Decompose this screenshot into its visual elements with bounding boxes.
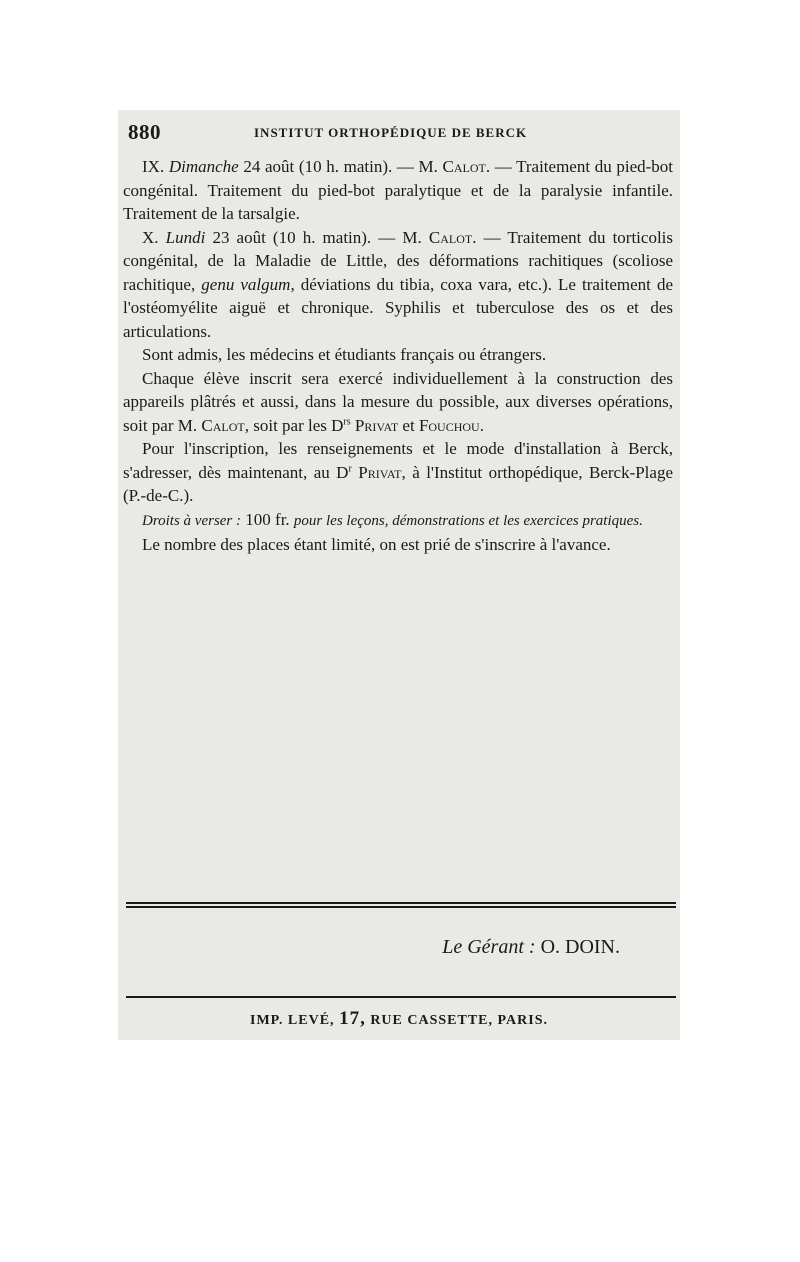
fees-amount: 100 fr.	[245, 509, 290, 529]
fees-label: Droits à verser :	[142, 512, 242, 529]
lesson-ix	[123, 155, 673, 226]
text-run: , à l'Institut orthopédique, Berck-Plage (P.-de-C.).	[123, 462, 673, 505]
paragraph-places: Le nombre des places étant limité, on est prié de s'inscrire à l'avance.	[142, 535, 611, 554]
imprint-printer: IMP. LEVÉ,	[250, 1013, 335, 1028]
name-fouchou: Fouchou	[418, 415, 480, 435]
text-run: Chaque élève inscrit sera exercé individuellement à la construction des appareils plâtrés et aussi, dans la mesure du possible, aux diverses opérations, soit par M.	[123, 368, 673, 435]
name-calot: Calot	[201, 415, 245, 435]
running-title: INSTITUT ORTHOPÉDIQUE DE BERCK	[254, 125, 528, 140]
lesson-day: Lundi	[165, 227, 206, 247]
lesson-description: . — Traitement du pied-bot congénital. Traitement du pied-bot paralytique et de la paralysie infantile. Traitement de la tarsalgie.	[123, 157, 673, 223]
fees-description: pour les leçons, démonstrations et les exercices pratiques.	[293, 512, 643, 529]
paragraph-training	[123, 367, 673, 438]
paragraph-inscription	[123, 437, 673, 508]
lesson-teacher: Calot	[428, 227, 473, 247]
gerant-name: O. DOIN.	[540, 936, 620, 958]
body-text	[123, 155, 673, 557]
imprint-address: RUE CASSETTE, PARIS.	[370, 1013, 548, 1028]
book-page	[118, 110, 680, 1040]
imprint-number: 17,	[339, 1008, 366, 1029]
printer-imprint	[118, 1008, 680, 1030]
lesson-term-genu-valgum: genu valgum	[201, 274, 291, 294]
name-privat: Privat	[358, 462, 402, 482]
lesson-numeral: IX.	[142, 157, 165, 176]
page-number: 880	[128, 120, 161, 144]
paragraph-fees	[123, 508, 673, 534]
lesson-teacher: Calot	[442, 157, 486, 176]
text-run: et	[398, 415, 419, 435]
lesson-numeral: X.	[142, 227, 159, 247]
gerant-label: Le Gérant :	[442, 936, 536, 958]
double-rule-divider	[126, 902, 676, 908]
lesson-description-cont: , déviations du tibia, coxa vara, etc.). Le traitement de l'ostéomyélite aiguë et chronique. Syphilis et tuberculose des os et des articulations.	[123, 274, 674, 341]
rule-divider	[126, 996, 676, 998]
text-run: , soit par les D	[244, 415, 344, 435]
lesson-date: 24 août (10 h. matin). — M.	[243, 157, 438, 176]
name-privat: Privat	[354, 415, 399, 435]
lesson-date: 23 août (10 h. matin). — M.	[212, 227, 422, 247]
superscript: rs	[343, 415, 351, 427]
lesson-day: Dimanche	[168, 157, 239, 176]
paragraph-admission: Sont admis, les médecins et étudiants français ou étrangers.	[142, 345, 547, 364]
lesson-description: . — Traitement du torticolis congénital, de la Maladie de Little, des déformations rachitiques (scoliose rachitique,	[123, 227, 674, 294]
lesson-x	[123, 226, 673, 344]
superscript: r	[348, 462, 352, 474]
text-run: .	[479, 415, 484, 435]
page-header	[128, 120, 676, 148]
gerant-signature	[442, 936, 620, 959]
text-run: Pour l'inscription, les renseignements et le mode d'installation à Berck, s'adresser, dès maintenant, au D	[123, 439, 673, 482]
